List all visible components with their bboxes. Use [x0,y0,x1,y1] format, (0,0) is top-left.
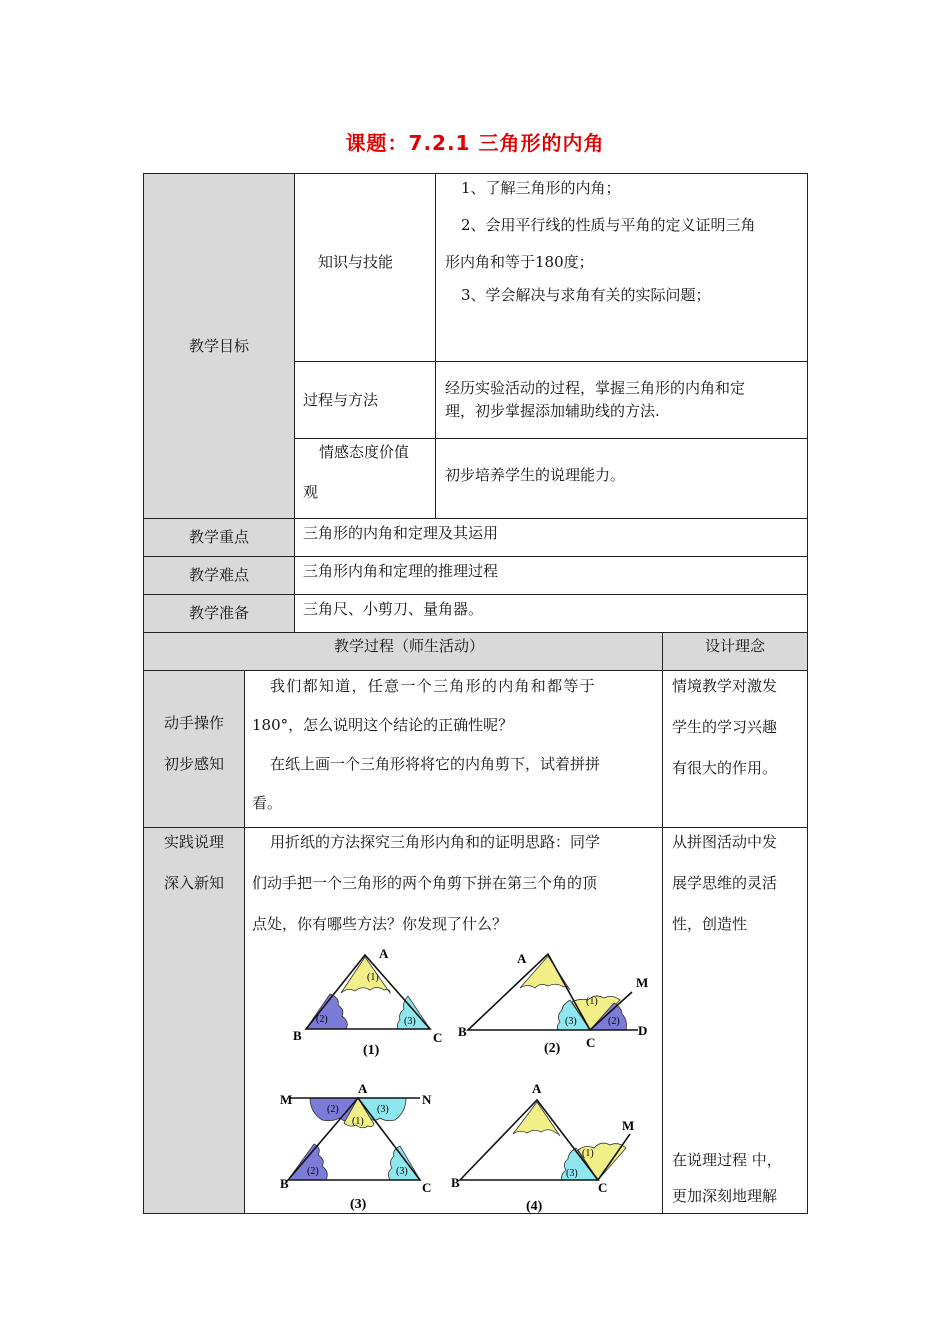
label-angle: (2) [307,1166,319,1177]
page-title: 课题：7.2.1 三角形的内角 [345,131,605,155]
label-angle: (3) [565,1016,577,1027]
section2-design-line: 更加深刻地理解 [672,1187,778,1205]
point-label: M [636,975,649,990]
key-point-text: 三角形的内角和定理及其运用 [303,524,499,542]
figure-1 [293,946,442,1058]
knowledge-line: 2、会用平行线的性质与平角的定义证明三角 [461,216,756,234]
point-label: B [451,1175,460,1190]
figure-caption: (2) [544,1041,561,1056]
point-label: C [422,1180,432,1195]
section1-line: 看。 [252,794,283,812]
point-label: C [598,1180,608,1195]
section2-design-line: 从拼图活动中发 [672,833,778,851]
figure-4 [451,1081,634,1214]
label-angle: (1) [586,996,598,1007]
difficulty-text: 三角形内角和定理的推理过程 [303,562,499,580]
point-label: C [586,1035,596,1050]
section1-label-line: 初步感知 [163,755,224,773]
label-angle: (3) [566,1168,578,1179]
label-angle: (1) [352,1116,364,1127]
emotion-label-line: 观 [303,483,319,501]
angle-1-piece [513,1102,560,1136]
figure-2 [458,951,648,1056]
emotion-content: 初步培养学生的说理能力。 [445,466,626,484]
label-angle: (2) [327,1104,339,1115]
point-label: A [517,951,527,966]
process-header-right: 设计理念 [704,637,765,655]
point-label: B [458,1024,467,1039]
objectives-label: 教学目标 [188,337,249,355]
process-method-label: 过程与方法 [303,391,379,409]
knowledge-label: 知识与技能 [318,253,394,271]
section1-label-line: 动手操作 [163,714,224,732]
process-header-left: 教学过程（师生活动） [333,637,484,655]
knowledge-line: 3、学会解决与求角有关的实际问题； [461,286,711,304]
point-label: B [293,1028,302,1043]
section2-label-line: 实践说理 [163,833,224,851]
section2-line: 用折纸的方法探究三角形内角和的证明思路：同学 [270,833,601,851]
point-label: A [358,1081,368,1096]
section1-design-line: 有很大的作用。 [672,759,778,777]
section1-line: 我们都知道，任意一个三角形的内角和都等于 [270,677,597,695]
section2-label-line: 深入新知 [163,874,224,892]
point-label: M [622,1118,635,1133]
section1-line: 180°，怎么说明这个结论的正确性呢？ [252,716,514,734]
figure-3 [280,1081,432,1212]
difficulty-label: 教学难点 [188,566,249,584]
section2-design-line: 性，创造性 [672,915,748,933]
point-label: C [433,1030,443,1045]
process-line: 经历实验活动的过程，掌握三角形的内角和定 [445,379,746,397]
point-label: A [532,1081,542,1096]
section1-design-line: 情境教学对激发 [672,677,778,695]
section2-design-line: 展学思维的灵活 [672,874,778,892]
label-angle: (1) [582,1148,594,1159]
label-angle: (2) [316,1014,328,1025]
point-label: B [280,1176,289,1191]
key-point-label: 教学重点 [188,528,249,546]
point-label: D [638,1023,648,1038]
section2-line: 点处，你有哪些方法？你发现了什么？ [252,915,508,933]
knowledge-line: 1、了解三角形的内角； [461,179,621,197]
emotion-label-line: 情感态度价值 [319,443,410,461]
label-angle: (3) [396,1166,408,1177]
point-label: N [422,1092,432,1107]
preparation-text: 三角尺、小剪刀、量角器。 [303,600,484,618]
label-angle: (2) [608,1016,620,1027]
figure-caption: (3) [350,1197,367,1212]
point-label: A [379,946,389,961]
figure-caption: (1) [363,1043,380,1058]
section1-design-line: 学生的学习兴趣 [672,718,778,736]
point-label: M [280,1092,293,1107]
section2-line: 们动手把一个三角形的两个角剪下拼在第三个角的顶 [252,874,598,892]
label-angle: (3) [377,1104,389,1115]
knowledge-line: 形内角和等于180度； [445,253,594,271]
section1-line: 在纸上画一个三角形将将它的内角剪下，试着拼拼 [270,755,601,773]
preparation-label: 教学准备 [188,604,249,622]
label-angle: (3) [404,1016,416,1027]
figure-caption: (4) [526,1199,543,1214]
process-line: 理，初步掌握添加辅助线的方法. [445,402,660,420]
section2-design-line: 在说理过程 中， [672,1151,782,1169]
label-angle: (1) [367,972,379,983]
